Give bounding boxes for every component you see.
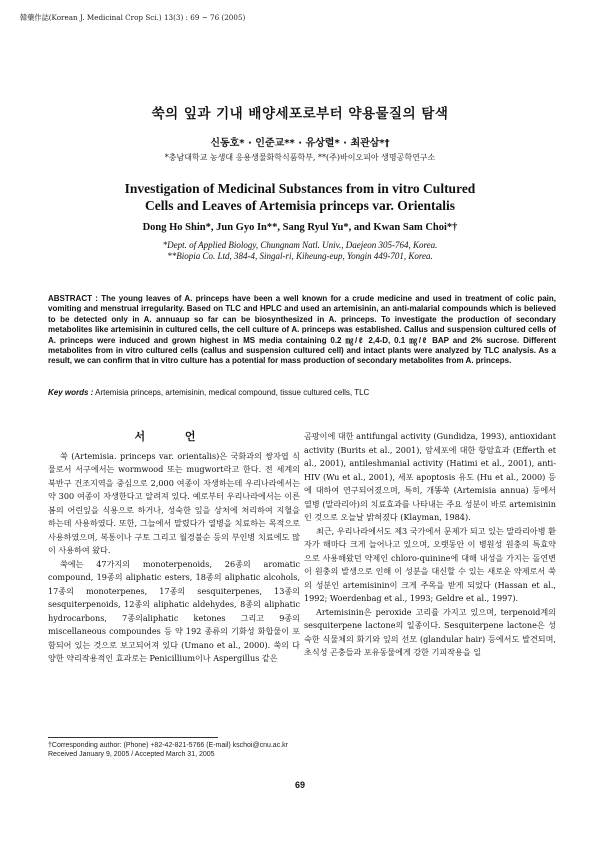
page-number: 69: [294, 780, 305, 790]
right-paragraph-2: 최근, 우리나라에서도 제3 국가에서 문제가 되고 있는 말라리아병 환자가 해마다 크게 늘어나고 있으며, 오랫동안 이 병원성 원충의 특효약으로 사용해왔던 약제인 chloro-quinine에 대해 내성을 가지는 돌연변이 원충의 발생으로 인해 이 성분을 대신할 수 있는 새로운 약제로서 쑥의 성분인 artemisinin이 크게 주목을 받게 되었다 (Hassan et al., 1992; Woerdenbag et al., 1993; Geldre et al., 1997).: [304, 525, 556, 603]
keywords-text: Artemisia princeps, artemisinin, medical compound, tissue cultured cells, TLC: [95, 388, 370, 397]
english-affiliation: [0, 240, 600, 262]
right-paragraph-1: 곰팡이에 대한 antifungal activity (Gundidza, 1993), antioxidant activity (Burits et al., 2001), 암세포에 대한 항암효과 (Efferth et al., 2001), antileshmanial activity (Hatimi et al., 2001), anti-HIV (Wu et al., 2001), 세포 apoptosis 유도 (Hu et al., 2000) 등에 대하여 연구되어졌으며, 특히, 개똥쑥 (Artemisia annua) 등에서 열병 (말라리아)의 치료효과를 나타내는 주요 성분이 바로 artemisinin인 것으로 오늘날 밝혀졌다 (Klayman, 1984).: [304, 431, 556, 522]
footnote-corresponding: †Corresponding author: (Phone) +82-42-821-5766 (E-mail) kschoi@cnu.ac.kr: [48, 742, 288, 749]
journal-header: 韓藥作誌(Korean J. Medicinal Crop Sci.) 13(3) : 69 ~ 76 (2005): [20, 13, 246, 22]
english-title-line1: Investigation of Medicinal Substances from in vitro Cultured: [124, 181, 476, 196]
left-paragraph-1: 쑥 (Artemisia. princeps var. orientalis)은 국화과의 쌍자엽 식물로서 서구에서는 wormwood 또는 mugwort라고 한다. 전 세계의 북반구 건조지역을 중심으로 2,000 여종이 자생하는데 우리나라에서는 약 300 여종이 자생한다고 알려져 있다. 예로부터 우리나라에서는 이른 봄의 어린잎을 식용으로 하거나, 성숙한 잎을 상처에 처리하여 지혈을 하는데 사용하였다. 또한, 그늘에서 말렸다가 열병을 치료하는 목적으로 사용하였으며, 복통이나 구토 그리고 월경불순 등의 부인병 치료에도 많이 사용하여 왔다.: [48, 450, 300, 555]
english-affiliation-1: *Dept. of Applied Biology, Chungnam Natl. Univ., Daejeon 305-764, Korea.: [162, 240, 438, 250]
keywords: [48, 388, 556, 397]
footnotes: [48, 741, 288, 759]
abstract: ABSTRACT : The young leaves of A. princeps have been a well known for a crude medicine and used in treatment of colic pain, vomiting and menstrual irregularity. Based on TLC and HPLC and used an artemisinin, an anti-malarial compounds which is believed to be detected only in A. annuaup so far can be biosynthesized in A. princeps. To investigate the production of secondary metabolites like artemisinin in cultured cells, the cell culture of A. princeps was established. Callus and suspension cultured cells of A. princeps were induced and grown highest in MS media containing 0.2 ㎎/ℓ 2,4-D, 0.1 ㎎/ℓ BAP and 2% sucrose. Different metabolites from in vitro cultured cells (callus and suspension cultured cell) and intact plants were analyzed by TLC analysis. As a result, we can confirm that in vitro culture has a potential for mass production of secondary metabolites from A. princeps.: [48, 294, 556, 366]
left-paragraph-2: 쑥에는 47가지의 monoterpenoids, 26종의 aromatic compound, 19종의 aliphatic esters, 18종의 aliphatic alcohols, 17종의 monoterpenes, 17종의 sesquiterpenes, 13종의 sesquiterpenoids, 12종의 aliphatic aldehydes, 8종의 aliphatic hydrocarbons, 7종의aliphatic ketones 그리고 9종의 miscellaneous compoundes 등 약 192 종류의 기화성 화합물이 포함되어 있는 것으로 보고되어져 있다 (Umano et al., 2000). 쑥의 다양한 약리작용적인 효과로는 Penicillium이나 Aspergillus 같은: [48, 558, 300, 663]
section-heading: 서 언: [134, 430, 214, 443]
english-title-line2: Cells and Leaves of Artemisia princeps var. Orientalis: [145, 198, 455, 213]
footnote-rule: [48, 737, 218, 738]
korean-title: 쑥의 잎과 기내 배양세포로부터 약용물질의 탐색: [151, 106, 449, 122]
right-paragraph-3: Artemisinin은 peroxide 고리를 가지고 있으며, terpenoid계의 sesquiterpene lactone의 일종이다. Sesquiterpene lactone은 성숙한 식물체의 화기와 잎의 선모 (glandular hair) 등에서도 발견되며, 초식성 곤충들과 포유동물에게 강한 기피작용을 일: [304, 606, 556, 657]
korean-affiliation: *충남대학교 농생대 응용생물화학식품학부, **(주)바이오피아 생명공학연구소: [164, 153, 436, 162]
right-column: [304, 430, 556, 660]
english-affiliation-2: **Biopia Co. Ltd, 384-4, Singal-ri, Kiheung-eup, Yongin 449-701, Korea.: [167, 251, 433, 261]
footnote-received: Received January 9, 2005 / Accepted March 31, 2005: [48, 751, 215, 758]
english-authors: Dong Ho Shin*, Jun Gyo In**, Sang Ryul Yu*, and Kwan Sam Choi*†: [142, 222, 458, 233]
korean-authors: 신동호* · 인준교** · 유상렬* · 최관삼*†: [210, 138, 390, 149]
left-column: [48, 430, 300, 666]
english-title: [0, 180, 600, 214]
keywords-label: Key words :: [48, 388, 94, 397]
